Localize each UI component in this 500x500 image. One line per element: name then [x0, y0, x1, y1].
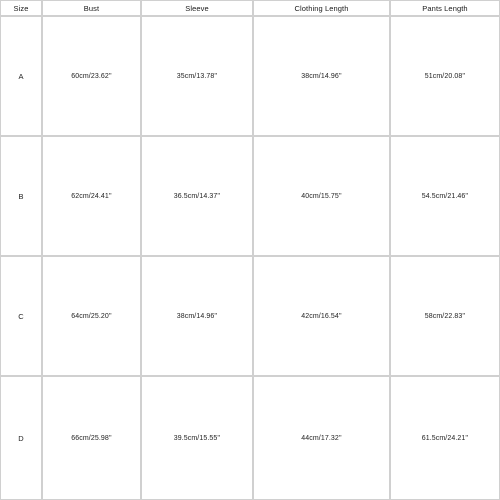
row-a-size: A — [0, 16, 42, 136]
row-d-bust: 66cm/25.98'' — [42, 376, 141, 500]
row-b-bust: 62cm/24.41'' — [42, 136, 141, 256]
row-d-size: D — [0, 376, 42, 500]
row-d-sleeve: 39.5cm/15.55'' — [141, 376, 253, 500]
row-a-sleeve: 35cm/13.78'' — [141, 16, 253, 136]
row-b-sleeve: 36.5cm/14.37'' — [141, 136, 253, 256]
header-pants-length: Pants Length — [390, 0, 500, 16]
header-bust: Bust — [42, 0, 141, 16]
row-a-bust: 60cm/23.62'' — [42, 16, 141, 136]
row-c-clothing-length: 42cm/16.54'' — [253, 256, 390, 376]
row-c-pants-length: 58cm/22.83'' — [390, 256, 500, 376]
row-b-clothing-length: 40cm/15.75'' — [253, 136, 390, 256]
row-a-clothing-length: 38cm/14.96'' — [253, 16, 390, 136]
row-c-size: C — [0, 256, 42, 376]
row-b-size: B — [0, 136, 42, 256]
row-b-pants-length: 54.5cm/21.46'' — [390, 136, 500, 256]
row-d-clothing-length: 44cm/17.32'' — [253, 376, 390, 500]
row-c-sleeve: 38cm/14.96'' — [141, 256, 253, 376]
header-clothing-length: Clothing Length — [253, 0, 390, 16]
row-c-bust: 64cm/25.20'' — [42, 256, 141, 376]
header-size: Size — [0, 0, 42, 16]
row-a-pants-length: 51cm/20.08'' — [390, 16, 500, 136]
header-sleeve: Sleeve — [141, 0, 253, 16]
row-d-pants-length: 61.5cm/24.21'' — [390, 376, 500, 500]
